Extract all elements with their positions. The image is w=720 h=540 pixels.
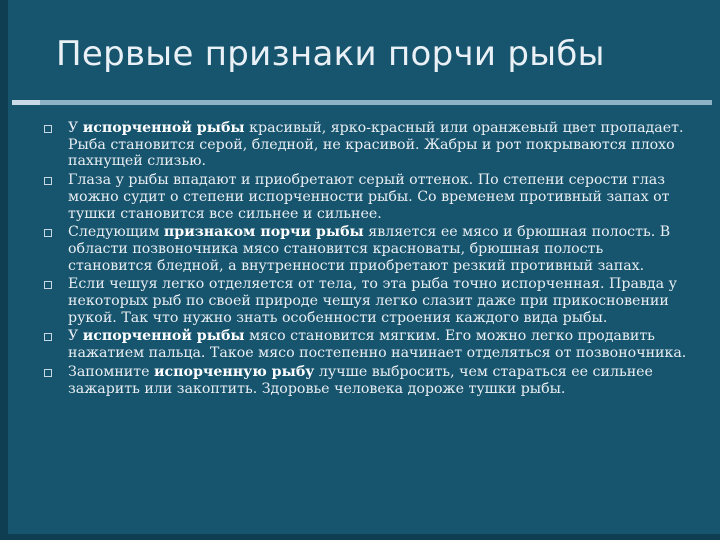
hollow-square-bullet-icon [44, 281, 52, 289]
bullet-text-pre: У [68, 120, 83, 136]
bullet-text-post: мясо становится мягким. Его можно легко продавить нажатием пальца. Такое мясо постепенно начинает отделяться от позвоночника. [68, 328, 687, 362]
bullet-item [40, 364, 690, 397]
hollow-square-bullet-icon [44, 125, 52, 133]
bullet-text-bold: испорченной рыбы [82, 120, 245, 136]
bullet-text-post: является ее мясо и брюшная полость. В области позвоночника мясо становится красноваты, брюшная полость становится бледной, а внутренности приобретают резкий противный запах. [68, 224, 671, 274]
hollow-square-bullet-icon [44, 369, 52, 377]
bullet-text-bold: признаком порчи рыбы [163, 224, 364, 241]
bullet-item [40, 328, 690, 361]
bullet-text-bold: испорченную рыбу [154, 363, 315, 380]
slide-frame-left [0, 0, 8, 540]
hollow-square-bullet-icon [44, 333, 52, 341]
bullet-item [40, 276, 690, 326]
bullet-item [40, 120, 690, 170]
bullet-text-pre: У [68, 328, 83, 345]
bullet-text-post: красивый, ярко-красный или оранжевый цвет пропадает. Рыба становится серой, бледной, не красивой. Жабры и рот покрываются плохо пахнущей слизью. [68, 120, 684, 170]
bullet-item [40, 172, 690, 222]
bullet-text-pre: Глаза у рыбы впадают и приобретают серый оттенок. По степени серости глаз можно судит о степени испорченности рыбы. Со временем противный запах от тушки становится все сильнее и сильнее. [68, 172, 670, 222]
bullet-text-bold: испорченной рыбы [82, 328, 245, 345]
bullet-text-pre: Следующим [68, 224, 164, 241]
bullet-item [40, 224, 690, 274]
bullet-text-post: лучше выбросить, чем стараться ее сильнее зажарить или закоптить. Здоровье человека дороже тушки рыбы. [68, 363, 653, 397]
slide-frame-bottom [0, 534, 720, 540]
bullet-text-pre: Если чешуя легко отделяется от тела, то эта рыба точно испорченная. Правда у некоторых рыб по своей природе чешуя легко слазит даже при прикосновении рукой. Так что нужно знать особенности строения каждого вида рыбы. [68, 276, 677, 326]
hollow-square-bullet-icon [44, 177, 52, 185]
slide-title: Первые признаки порчи рыбы [56, 34, 605, 74]
title-divider-accent [12, 100, 40, 105]
hollow-square-bullet-icon [44, 229, 52, 237]
bullet-list [40, 120, 690, 399]
bullet-text-pre: Запомните [68, 363, 154, 380]
title-divider [12, 100, 712, 105]
